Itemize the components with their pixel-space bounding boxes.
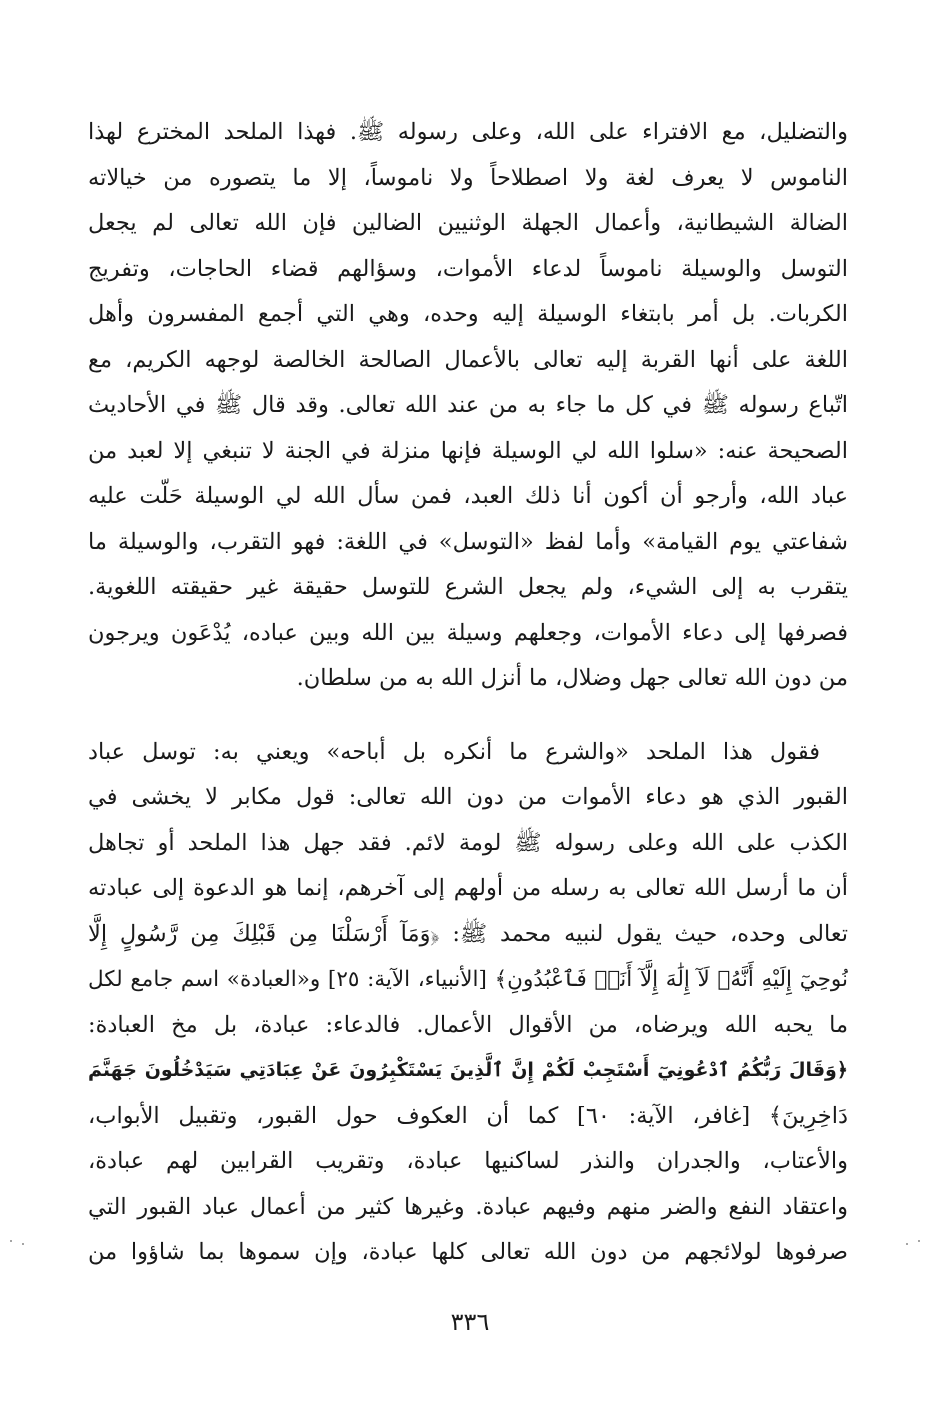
scan-speck xyxy=(22,1243,24,1245)
text-line: الناموس لا يعرف لغة ولا اصطلاحاً ولا ناموساً، إلا ما يتصوره من خيالاته xyxy=(88,164,848,191)
paragraph-gap xyxy=(88,702,848,730)
text-line: شفاعتي يوم القيامة» وأما لفظ «التوسل» في اللغة: فهو التقرب، والوسيلة ما xyxy=(88,528,848,555)
text-line: فصرفها إلى دعاء الأموات، وجعلهم وسيلة بين الله وبين عباده، يُدْعَون ويرجون xyxy=(88,619,848,646)
text-line: تعالى وحده، حيث يقول لنبيه محمد ﷺ: ﴿وَمَآ أَرْسَلْنَا مِن قَبْلِكَ مِن رَّسُولٍ إِلَّا xyxy=(88,920,848,947)
text-line: القبور الذي هو دعاء الأموات من دون الله تعالى: قول مكابر لا يخشى في xyxy=(88,784,848,810)
quran-verse-line: ﴿وَقَالَ رَبُّكُمُ ٱدْعُونِيٓ أَسْتَجِبْ لَكُمْ إِنَّ ٱلَّذِينَ يَسْتَكْبِرُونَ عَنْ عِبَادَتِي سَيَدْخُلُونَ جَهَنَّمَ xyxy=(88,1059,848,1081)
scan-speck xyxy=(906,1243,908,1245)
text-line: من دون الله تعالى جهل وضلال، ما أنزل الله به من سلطان. xyxy=(296,665,848,691)
text-line: التوسل والوسيلة ناموساً لدعاء الأموات، وسؤالهم قضاء الحاجات، وتفريج xyxy=(88,255,848,282)
text-line: ما يحبه الله ويرضاه، من الأقوال الأعمال. فالدعاء: عبادة، بل مخ العبادة: xyxy=(88,1011,848,1038)
text-line: نُوحِيٓ إِلَيْهِ أَنَّهُۥ لَآ إِلَٰهَ إِلَّآ أَنَا۠ فَٱعْبُدُونِ﴾ [الأنبياء، الآية: ٢٥] و«العبادة» اسم جامع لكل xyxy=(88,967,848,992)
text-line: الصحيحة عنه: «سلوا الله لي الوسيلة فإنها منزلة في الجنة لا تنبغي إلا لعبد من xyxy=(88,437,848,464)
text-line: أن ما أرسل الله تعالى به رسله من أولهم إلى آخرهم، إنما هو الدعوة إلى عبادته xyxy=(88,875,848,901)
text-line: الكربات. بل أمر بابتغاء الوسيلة إليه وحده، وهي التي أجمع المفسرون وأهل xyxy=(88,301,848,327)
text-line: والأعتاب، والجدران والنذر لساكنيها عبادة، وتقريب القرابين لهم عبادة، xyxy=(88,1148,848,1174)
text-line: اتّباع رسوله ﷺ في كل ما جاء به من عند الله تعالى. وقد قال ﷺ في الأحاديث xyxy=(88,392,848,418)
text-line: صرفوها لولائجهم من دون الله تعالى كلها عبادة، وإن سموها بما شاؤوا من xyxy=(88,1239,848,1265)
text-line: الكذب على الله وعلى رسوله ﷺ لومة لائم. فقد جهل هذا الملحد أو تجاهل xyxy=(88,829,848,856)
page-number: ٣٣٦ xyxy=(450,1308,490,1336)
text-line: الضالة الشيطانية، وأعمال الجهلة الوثنيين الضالين فإن الله تعالى لم يجعل xyxy=(88,210,848,236)
text-line: يتقرب به إلى الشيء، ولم يجعل الشرع للتوسل حقيقة غير حقيقته اللغوية. xyxy=(88,574,848,600)
text-line: فقول هذا الملحد «والشرع ما أنكره بل أباحه» ويعني به: توسل عباد xyxy=(88,738,820,765)
scan-speck xyxy=(10,1240,12,1242)
text-line: واعتقاد النفع والضر منهم وفيهم عبادة. وغيرها كثير من أعمال عباد القبور التي xyxy=(88,1193,848,1220)
paragraph-2 xyxy=(88,730,848,1276)
page-body xyxy=(88,110,848,1276)
paragraph-1 xyxy=(88,110,848,702)
text-line: دَاخِرِينَ﴾ [غافر، الآية: ٦٠] كما أن العكوف حول القبور، وتقبيل الأبواب، xyxy=(88,1102,848,1129)
text-line: عباد الله، وأرجو أن أكون أنا ذلك العبد، فمن سأل الله لي الوسيلة حَلّت عليه xyxy=(88,483,848,509)
text-line: والتضليل، مع الافتراء على الله، وعلى رسوله ﷺ. فهذا الملحد المخترع لهذا xyxy=(88,119,848,145)
scan-speck xyxy=(918,1240,920,1242)
text-line: اللغة على أنها القربة إليه تعالى بالأعمال الصالحة الخالصة لوجهه الكريم، مع xyxy=(88,346,848,373)
